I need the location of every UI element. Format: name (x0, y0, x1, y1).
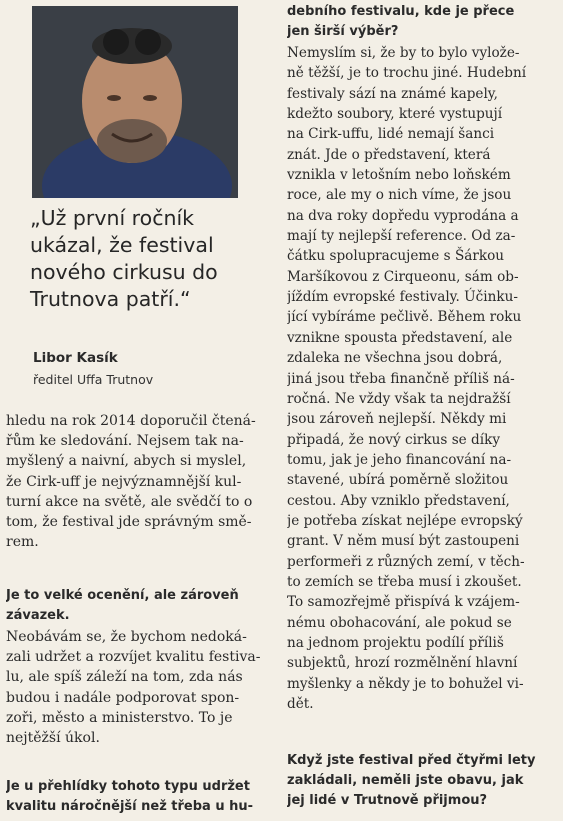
text-line: zali udržet a rozvíjet kvalitu festiva- (6, 649, 261, 666)
text-line: ročná. Ne vždy však ta nejdražší (287, 390, 511, 407)
text-line: znát. Jde o představení, která (287, 146, 491, 163)
question-line: Je to velké ocenění, ale zároveň (6, 588, 239, 603)
text-line: kdežto soubory, které vystupují (287, 106, 503, 123)
text-line: mají ty nejlepší reference. Od za- (287, 228, 516, 245)
text-line: nému obohacování, ale pokud se (287, 614, 512, 631)
left-paragraph-2 (6, 627, 276, 748)
pull-quote (30, 205, 240, 313)
text-line: roce, ale my o nich víme, že jsou (287, 187, 512, 204)
question-line: jej lidé v Trutnově přijmou? (287, 793, 488, 809)
text-line: Maršíkovou z Cirqueonu, sám ob- (287, 268, 519, 285)
text-line: Nemyslím si, že by to bylo vylože- (287, 45, 520, 61)
text-line: řům ke sledování. Nejsem tak na- (6, 433, 244, 450)
question-line: zakládali, neměli jste obavu, jak (287, 773, 524, 789)
text-line: stavené, ubírá poměrně složitou (287, 472, 509, 489)
question-line: závazek. (6, 608, 70, 624)
question-line: Je u přehlídky tohoto typu udržet (6, 779, 250, 794)
text-line: jiná jsou třeba finančně příliš ná- (287, 370, 515, 387)
text-line: zoři, město a ministerstvo. To je (6, 709, 233, 726)
interview-question-3 (287, 751, 559, 812)
interview-question-2-continued (287, 2, 559, 42)
text-line: rem. (6, 534, 39, 551)
question-line: kvalitu náročnější než třeba u hu- (6, 799, 254, 815)
text-line: nejtěžší úkol. (6, 730, 100, 747)
text-line: turní akce na světě, ale svědčí to o (6, 493, 253, 510)
interview-question-1 (6, 586, 276, 626)
author-name: Libor Kasík (33, 350, 118, 366)
text-line: že Cirk-uff je nejvýznamnější kul- (6, 473, 242, 490)
text-line: to zemích se třeba musí i zkoušet. (287, 573, 522, 590)
pull-quote-line: nového cirkusu do (30, 260, 218, 284)
pull-quote-line: ukázal, že festival (30, 233, 214, 257)
text-line: jící vybíráme pečlivě. Během roku (287, 309, 522, 326)
text-line: lu, ale spíš záleží na tom, zda nás (6, 669, 243, 686)
text-line: subjektů, hrozí rozmělnění hlavní (287, 655, 518, 672)
question-line: jen širší výběr? (287, 24, 399, 40)
text-line: To samozřejmě přispívá k vzájem- (287, 594, 520, 611)
text-line: festivaly sází na známé kapely, (287, 85, 498, 102)
text-line: jíždím evropské festivaly. Účinku- (287, 289, 518, 306)
question-line: debního festivalu, kde je přece (287, 4, 515, 19)
text-line: myšlenky a někdy je to bohužel vi- (287, 675, 524, 692)
text-line: Neobávám se, že bychom nedoká- (6, 629, 247, 645)
portrait-illustration (32, 6, 238, 198)
text-line: na Cirk-uffu, lidé nemají šanci (287, 126, 495, 143)
text-line: tomu, jak je jeho financování na- (287, 451, 512, 468)
right-paragraph (287, 43, 559, 714)
text-line: cestou. Aby vzniklo představení, (287, 492, 510, 509)
question-line: Když jste festival před čtyřmi lety (287, 753, 536, 768)
text-line: dět. (287, 696, 314, 712)
text-line: myšlený a naivní, abych si myslel, (6, 453, 247, 470)
text-line: budou i nadále podporovat spon- (6, 689, 240, 706)
interview-question-2 (6, 777, 276, 817)
text-line: zdaleka ne všechna jsou dobrá, (287, 350, 503, 367)
text-line: grant. V něm musí být zastoupeni (287, 533, 520, 550)
author-role: ředitel Uffa Trutnov (33, 372, 154, 387)
text-line: je potřeba získat nejlépe evropský (287, 512, 523, 529)
text-line: tom, že festival jde správným smě- (6, 514, 252, 531)
text-line: jsou zároveň nejlepší. Někdy mi (287, 411, 507, 428)
text-line: na jednom projektu podílí příliš (287, 634, 504, 651)
left-paragraph-1 (6, 411, 276, 552)
text-line: připadá, že nový cirkus se díky (287, 431, 501, 448)
text-line: na dva roky dopředu vyprodána a (287, 207, 519, 224)
text-line: ně těžší, je to trochu jiné. Hudební (287, 65, 527, 82)
portrait-photo (32, 6, 238, 198)
pull-quote-line: Trutnova patří.“ (30, 287, 191, 311)
text-line: hledu na rok 2014 doporučil čtená- (6, 413, 256, 429)
text-line: performeři z různých zemí, v těch- (287, 553, 525, 570)
pull-quote-line: „Už první ročník (30, 206, 195, 230)
text-line: vznikla v letošním nebo loňském (287, 167, 511, 184)
text-line: čátku spolupracujeme s Šárkou (287, 248, 505, 265)
text-line: vznikne spousta představení, ale (287, 329, 513, 346)
